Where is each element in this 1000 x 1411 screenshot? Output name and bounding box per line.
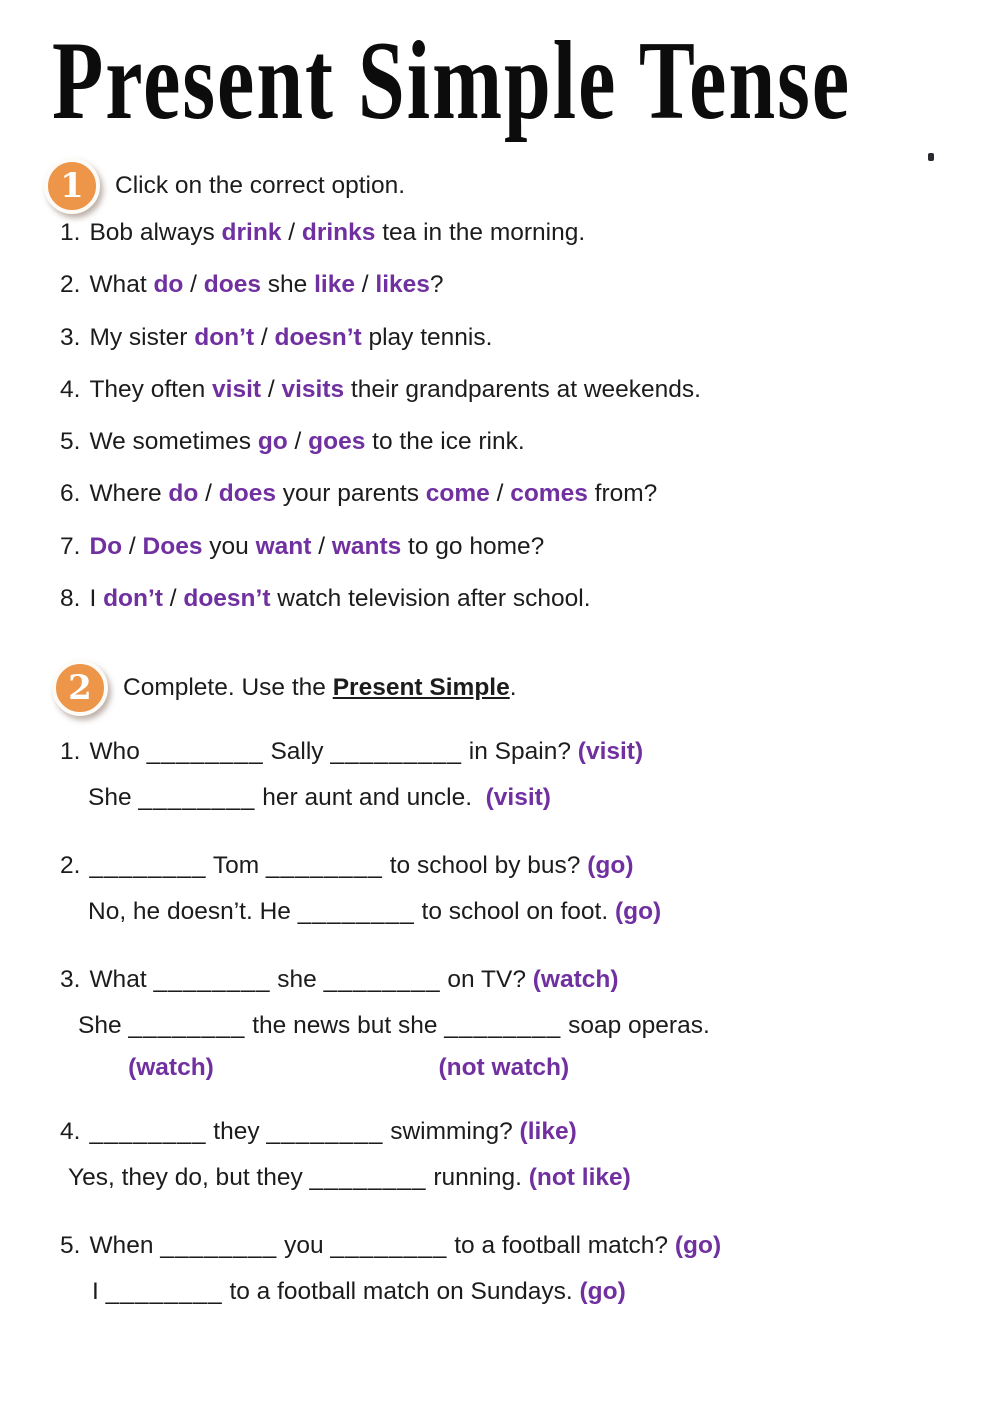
question-number: 2. xyxy=(60,852,81,879)
exercise2-question-list xyxy=(60,729,721,1337)
sentence-row xyxy=(60,573,701,625)
option-word[interactable]: don’t xyxy=(194,323,255,351)
question-item xyxy=(60,843,721,935)
question-line xyxy=(60,729,721,775)
question-text: to a football match? xyxy=(447,1232,675,1259)
question-number: 1. xyxy=(60,738,81,765)
sentence-text: she xyxy=(260,271,315,299)
option-word[interactable]: likes xyxy=(375,271,430,299)
option-word[interactable]: Do xyxy=(89,532,123,560)
section1-instruction: Click on the correct option. xyxy=(115,172,406,199)
section2-instruction xyxy=(123,674,517,702)
sentence-text: watch television after school. xyxy=(270,585,591,613)
answer-blank[interactable]: ________ xyxy=(160,1232,278,1259)
answer-blank[interactable]: ________ xyxy=(146,738,264,765)
sentence-number: 8. xyxy=(60,585,81,613)
option-word[interactable]: comes xyxy=(510,480,588,508)
question-text: running. xyxy=(426,1164,529,1191)
question-text: she xyxy=(270,966,324,993)
sentence-text: Where xyxy=(89,480,169,508)
question-text: She xyxy=(88,784,139,811)
section2-instruction-prefix: Complete. Use the xyxy=(123,674,333,701)
question-text: in Spain? xyxy=(462,738,578,765)
question-text: She xyxy=(78,1012,129,1039)
sentence-text: / xyxy=(281,219,302,246)
sentence-number: 7. xyxy=(60,532,81,560)
worksheet-title: Present Simple Tense xyxy=(52,18,852,144)
option-word[interactable]: does xyxy=(218,480,276,508)
answer-blank[interactable]: ________ xyxy=(309,1164,427,1191)
sentence-text: / xyxy=(122,532,143,560)
sentence-text: to go home? xyxy=(401,532,545,560)
sentence-number: 6. xyxy=(60,480,81,508)
answer-blank[interactable]: ________ xyxy=(330,1232,448,1259)
sentence-text: / xyxy=(261,375,282,403)
question-text: I xyxy=(92,1278,106,1305)
question-text: they xyxy=(206,1118,267,1145)
option-word[interactable]: visits xyxy=(281,375,345,403)
option-word[interactable]: go xyxy=(257,428,288,456)
sentence-text: ? xyxy=(429,271,444,299)
sentence-text: They often xyxy=(89,375,213,403)
answer-blank[interactable]: ________ xyxy=(323,966,441,993)
sentence-text: We sometimes xyxy=(89,428,258,456)
question-text: swimming? xyxy=(383,1118,520,1145)
option-word[interactable]: drink xyxy=(221,219,282,246)
question-text: you xyxy=(277,1232,331,1259)
sentence-text: from? xyxy=(587,480,658,508)
option-word[interactable]: do xyxy=(153,271,184,299)
option-word[interactable]: Does xyxy=(142,532,203,560)
question-line xyxy=(60,957,721,1003)
section2-header xyxy=(52,660,517,716)
option-word[interactable]: wants xyxy=(331,532,402,560)
answer-blank[interactable]: ________ xyxy=(297,898,415,925)
option-word[interactable]: like xyxy=(314,271,355,299)
question-text xyxy=(60,1054,128,1081)
sentence-text: I xyxy=(89,585,104,613)
question-text: Who xyxy=(89,738,147,765)
option-word[interactable]: visit xyxy=(212,375,262,403)
sentence-row xyxy=(60,259,701,311)
answer-blank[interactable]: ________ xyxy=(265,852,383,879)
question-text: When xyxy=(89,1232,161,1259)
question-number: 4. xyxy=(60,1118,81,1145)
sentence-row xyxy=(60,521,701,573)
sentence-text: / xyxy=(183,271,204,299)
sentence-number: 2. xyxy=(60,271,81,299)
question-text: to school by bus? xyxy=(382,852,588,879)
question-line xyxy=(60,1269,721,1315)
question-line xyxy=(60,889,721,935)
question-text: to a football match on Sundays. xyxy=(222,1278,580,1305)
question-item xyxy=(60,1223,721,1315)
sentence-text: / xyxy=(254,323,275,351)
option-word[interactable]: goes xyxy=(308,428,366,456)
question-text: Sally xyxy=(263,738,331,765)
answer-blank[interactable]: ________ xyxy=(138,784,256,811)
verb-hint: (not like) xyxy=(528,1164,631,1191)
sentence-text: play tennis. xyxy=(361,323,493,351)
answer-blank[interactable]: ________ xyxy=(128,1012,246,1039)
question-line xyxy=(60,1155,721,1201)
sentence-text: you xyxy=(202,532,256,560)
sentence-row xyxy=(60,364,701,416)
sentence-text: Bob always xyxy=(89,219,222,246)
option-word[interactable]: come xyxy=(425,480,490,508)
answer-blank[interactable]: ________ xyxy=(89,852,207,879)
sentence-number: 1. xyxy=(60,219,81,246)
question-text: the news but she xyxy=(245,1012,445,1039)
exercise1-sentence-list xyxy=(60,207,701,625)
question-line xyxy=(60,843,721,889)
sentence-row xyxy=(60,416,701,468)
verb-hint: (go) xyxy=(579,1278,626,1305)
section1-number-badge: 1 xyxy=(44,158,100,214)
sentence-text: / xyxy=(489,480,511,508)
question-text: Tom xyxy=(206,852,266,879)
verb-hint: (visit) xyxy=(485,784,551,811)
option-word[interactable]: want xyxy=(255,532,312,560)
sentence-number: 4. xyxy=(60,375,81,403)
question-line xyxy=(60,1223,721,1269)
sentence-text: / xyxy=(287,428,309,456)
question-line xyxy=(60,1109,721,1155)
question-text: her aunt and uncle. xyxy=(255,784,486,811)
question-line xyxy=(60,1003,721,1049)
sentence-text: My sister xyxy=(89,323,195,351)
sentence-number: 3. xyxy=(60,323,81,351)
verb-hint: (not watch) xyxy=(438,1054,570,1081)
verb-hint: (like) xyxy=(519,1118,577,1145)
verb-hint: (watch) xyxy=(128,1054,214,1081)
sentence-text: your parents xyxy=(275,480,426,508)
question-text xyxy=(214,1054,439,1081)
sentence-text: / xyxy=(198,480,219,508)
question-item xyxy=(60,1109,721,1201)
question-item xyxy=(60,729,721,821)
question-number: 3. xyxy=(60,966,81,993)
question-text: No, he doesn’t. He xyxy=(88,898,298,925)
verb-hint: (go) xyxy=(587,852,634,879)
question-number: 5. xyxy=(60,1232,81,1259)
section2-number-badge: 2 xyxy=(52,660,108,716)
answer-blank[interactable]: ________ xyxy=(153,966,271,993)
question-text: Yes, they do, but they xyxy=(68,1164,310,1191)
question-text: What xyxy=(89,966,154,993)
option-word[interactable]: does xyxy=(203,271,261,299)
option-word[interactable]: doesn’t xyxy=(183,585,271,613)
stray-ink-mark xyxy=(928,153,934,161)
section2-instruction-emphasis: Present Simple xyxy=(332,674,510,701)
verb-hint: (go) xyxy=(614,898,662,925)
verb-hint: (go) xyxy=(674,1232,722,1259)
answer-blank[interactable]: ________ xyxy=(105,1278,223,1305)
section2-instruction-suffix: . xyxy=(509,674,517,701)
option-word[interactable]: do xyxy=(168,480,199,508)
hints-row xyxy=(60,1049,721,1087)
answer-blank[interactable]: ________ xyxy=(444,1012,562,1039)
sentence-text: their grandparents at weekends. xyxy=(344,375,701,403)
sentence-text: to the ice rink. xyxy=(365,428,525,456)
sentence-text: tea in the morning. xyxy=(375,219,586,246)
option-word[interactable]: doesn’t xyxy=(274,323,362,351)
sentence-text: / xyxy=(354,271,376,299)
sentence-text: / xyxy=(311,532,332,560)
sentence-row xyxy=(60,468,701,520)
question-line xyxy=(60,775,721,821)
sentence-number: 5. xyxy=(60,428,81,456)
sentence-text: What xyxy=(89,271,154,299)
question-item xyxy=(60,957,721,1087)
answer-blank[interactable]: _________ xyxy=(330,738,462,765)
sentence-row xyxy=(60,312,701,364)
answer-blank[interactable]: ________ xyxy=(89,1118,207,1145)
sentence-row xyxy=(60,207,701,259)
answer-blank[interactable]: ________ xyxy=(266,1118,384,1145)
option-word[interactable]: drinks xyxy=(301,219,376,246)
sentence-text: / xyxy=(162,585,184,613)
verb-hint: (visit) xyxy=(577,738,644,765)
option-word[interactable]: don’t xyxy=(103,585,163,613)
section1-header xyxy=(44,158,405,214)
verb-hint: (watch) xyxy=(532,966,619,993)
question-text: on TV? xyxy=(440,966,533,993)
question-text: to school on foot. xyxy=(414,898,615,925)
question-text: soap operas. xyxy=(561,1012,710,1039)
